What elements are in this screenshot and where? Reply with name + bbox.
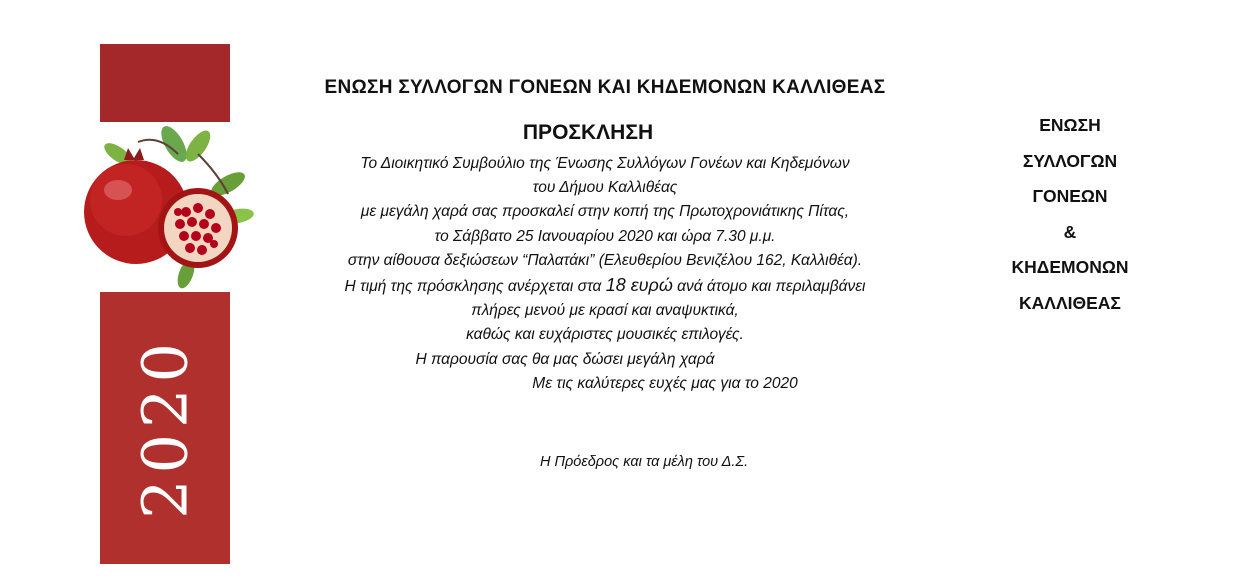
invitation-line: με μεγάλη χαρά σας προσκαλεί στην κοπή της Πρωτοχρονιάτικης Πίτας, xyxy=(360,203,850,221)
pomegranate-icon xyxy=(78,124,256,290)
invitation-body xyxy=(255,72,955,396)
right-panel-line: ΚΑΛΛΙΘΕΑΣ xyxy=(1019,292,1121,313)
year-bar xyxy=(100,292,230,564)
invitation-line: καθώς και ευχάριστες μουσικές επιλογές. xyxy=(466,326,744,344)
price-amount: 18 ευρώ xyxy=(605,275,673,296)
right-panel-line: ΕΝΩΣΗ xyxy=(1039,115,1101,135)
invitation-line: Η παρουσία σας θα μας δώσει μεγάλη χαρά xyxy=(415,350,715,368)
year-text: 2020 xyxy=(128,337,202,519)
invitation-line: πλήρες μενού με κρασί και αναψυκτικά, xyxy=(471,302,739,320)
right-panel-line: ΣΥΛΛΟΓΩΝ xyxy=(1022,150,1118,171)
right-panel xyxy=(985,108,1155,321)
price-prefix: Η τιμή της πρόσκλησης ανέρχεται στα xyxy=(344,278,606,296)
right-panel-line: ΓΟΝΕΩΝ xyxy=(1032,186,1108,206)
right-panel-line: & xyxy=(1063,221,1077,242)
invitation-title: ΠΡΟΣΚΛΗΣΗ xyxy=(522,121,654,144)
organization-title: ΕΝΩΣΗ ΣΥΛΛΟΓΩΝ ΓΟΝΕΩΝ ΚΑΙ ΚΗΔΕΜΟΝΩΝ ΚΑΛΛΙΘΕΑΣ xyxy=(324,77,886,98)
price-suffix: ανά άτομο και περιλαμβάνει xyxy=(672,278,866,296)
price-line xyxy=(255,273,955,299)
invitation-line: Το Διοικητικό Συμβούλιο της Ένωσης Συλλόγων Γονέων και Κηδεμόνων xyxy=(360,155,850,172)
invitation-line: του Δήμου Καλλιθέας xyxy=(532,179,678,197)
top-color-block xyxy=(100,44,230,122)
signature: Η Πρόεδρος και τα μέλη του Δ.Σ. xyxy=(540,454,749,470)
invitation-text xyxy=(255,152,955,396)
invitation-line: στην αίθουσα δεξιώσεων “Παλατάκι” (Ελευθερίου Βενιζέλου 162, Καλλιθέα). xyxy=(347,251,863,269)
invitation-line: το Σάββατο 25 Ιανουαρίου 2020 και ώρα 7.30 μ.μ. xyxy=(434,227,776,245)
right-panel-line: ΚΗΔΕΜΟΝΩΝ xyxy=(1011,257,1129,277)
invitation-line: Με τις καλύτερες ευχές μας για το 2020 xyxy=(532,374,798,392)
